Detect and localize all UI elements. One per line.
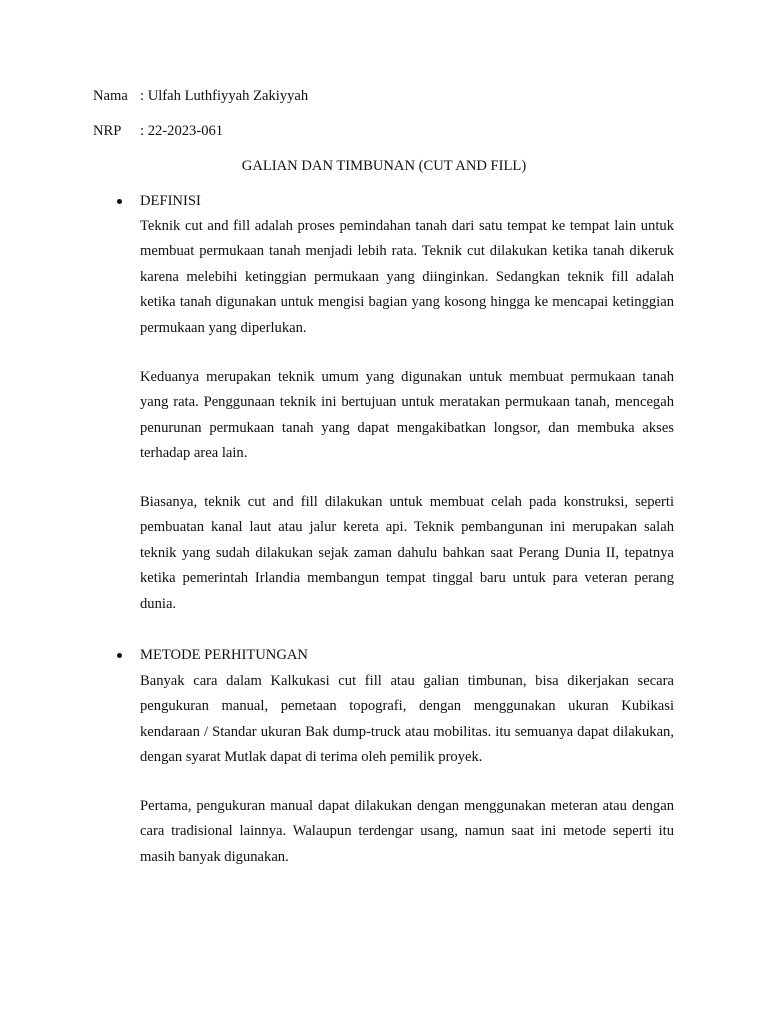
nrp-label: NRP [93,123,122,139]
section-heading-definisi: DEFINISI [140,193,201,209]
paragraph: Banyak cara dalam Kalkukasi cut fill atau galian timbunan, bisa dikerjakan secara pengukuran manual, pemetaan topografi, dengan menggunakan ukuran Kubikasi kendaraan / Standar ukuran Bak dump-truck atau mobilitas. itu semuanya dapat dilakukan, dengan syarat Mutlak dapat di terima oleh pemilik proyek. [140,673,674,766]
paragraph: Pertama, pengukuran manual dapat dilakukan dengan menggunakan meteran atau dengan cara tradisional lainnya. Walaupun terdengar usang, namun saat ini metode seperti itu masih banyak digunakan. [140,798,674,865]
document-title: GALIAN DAN TIMBUNAN (CUT AND FILL) [241,158,527,174]
bullet-icon [117,199,122,204]
paragraph: Biasanya, teknik cut and fill dilakukan untuk membuat celah pada konstruksi, seperti pembuatan kanal laut atau jalur kereta api. Teknik pembangunan ini merupakan salah teknik yang sudah dilakukan sejak zaman dahulu bahkan saat Perang Dunia II, tepatnya ketika pemerintah Irlandia membangun tempat tinggal baru untuk para veteran perang dunia. [140,494,674,612]
section-heading-metode: METODE PERHITUNGAN [140,647,308,663]
name-row [93,86,308,106]
name-value: : Ulfah Luthfiyyah Zakiyyah [140,88,309,104]
paragraph: Keduanya merupakan teknik umum yang digunakan untuk membuat permukaan tanah yang rata. Penggunaan teknik ini bertujuan untuk meratakan permukaan tanah, mencegah penurunan permukaan tanah yang dapat mengakibatkan longsor, dan membuka akses terhadap area lain. [140,369,674,462]
nrp-value: : 22-2023-061 [140,123,224,139]
name-label: Nama [93,88,128,104]
paragraph: Teknik cut and fill adalah proses pemindahan tanah dari satu tempat ke tempat lain untuk membuat permukaan tanah menjadi lebih rata. Teknik cut dilakukan ketika tanah dikeruk karena melebihi ketinggian permukaan yang diinginkan. Sedangkan teknik fill adalah ketika tanah digunakan untuk mengisi bagian yang kosong hingga ke mencapai ketinggian permukaan yang diperlukan. [140,218,674,336]
bullet-icon [117,653,122,658]
nrp-row [93,121,223,141]
